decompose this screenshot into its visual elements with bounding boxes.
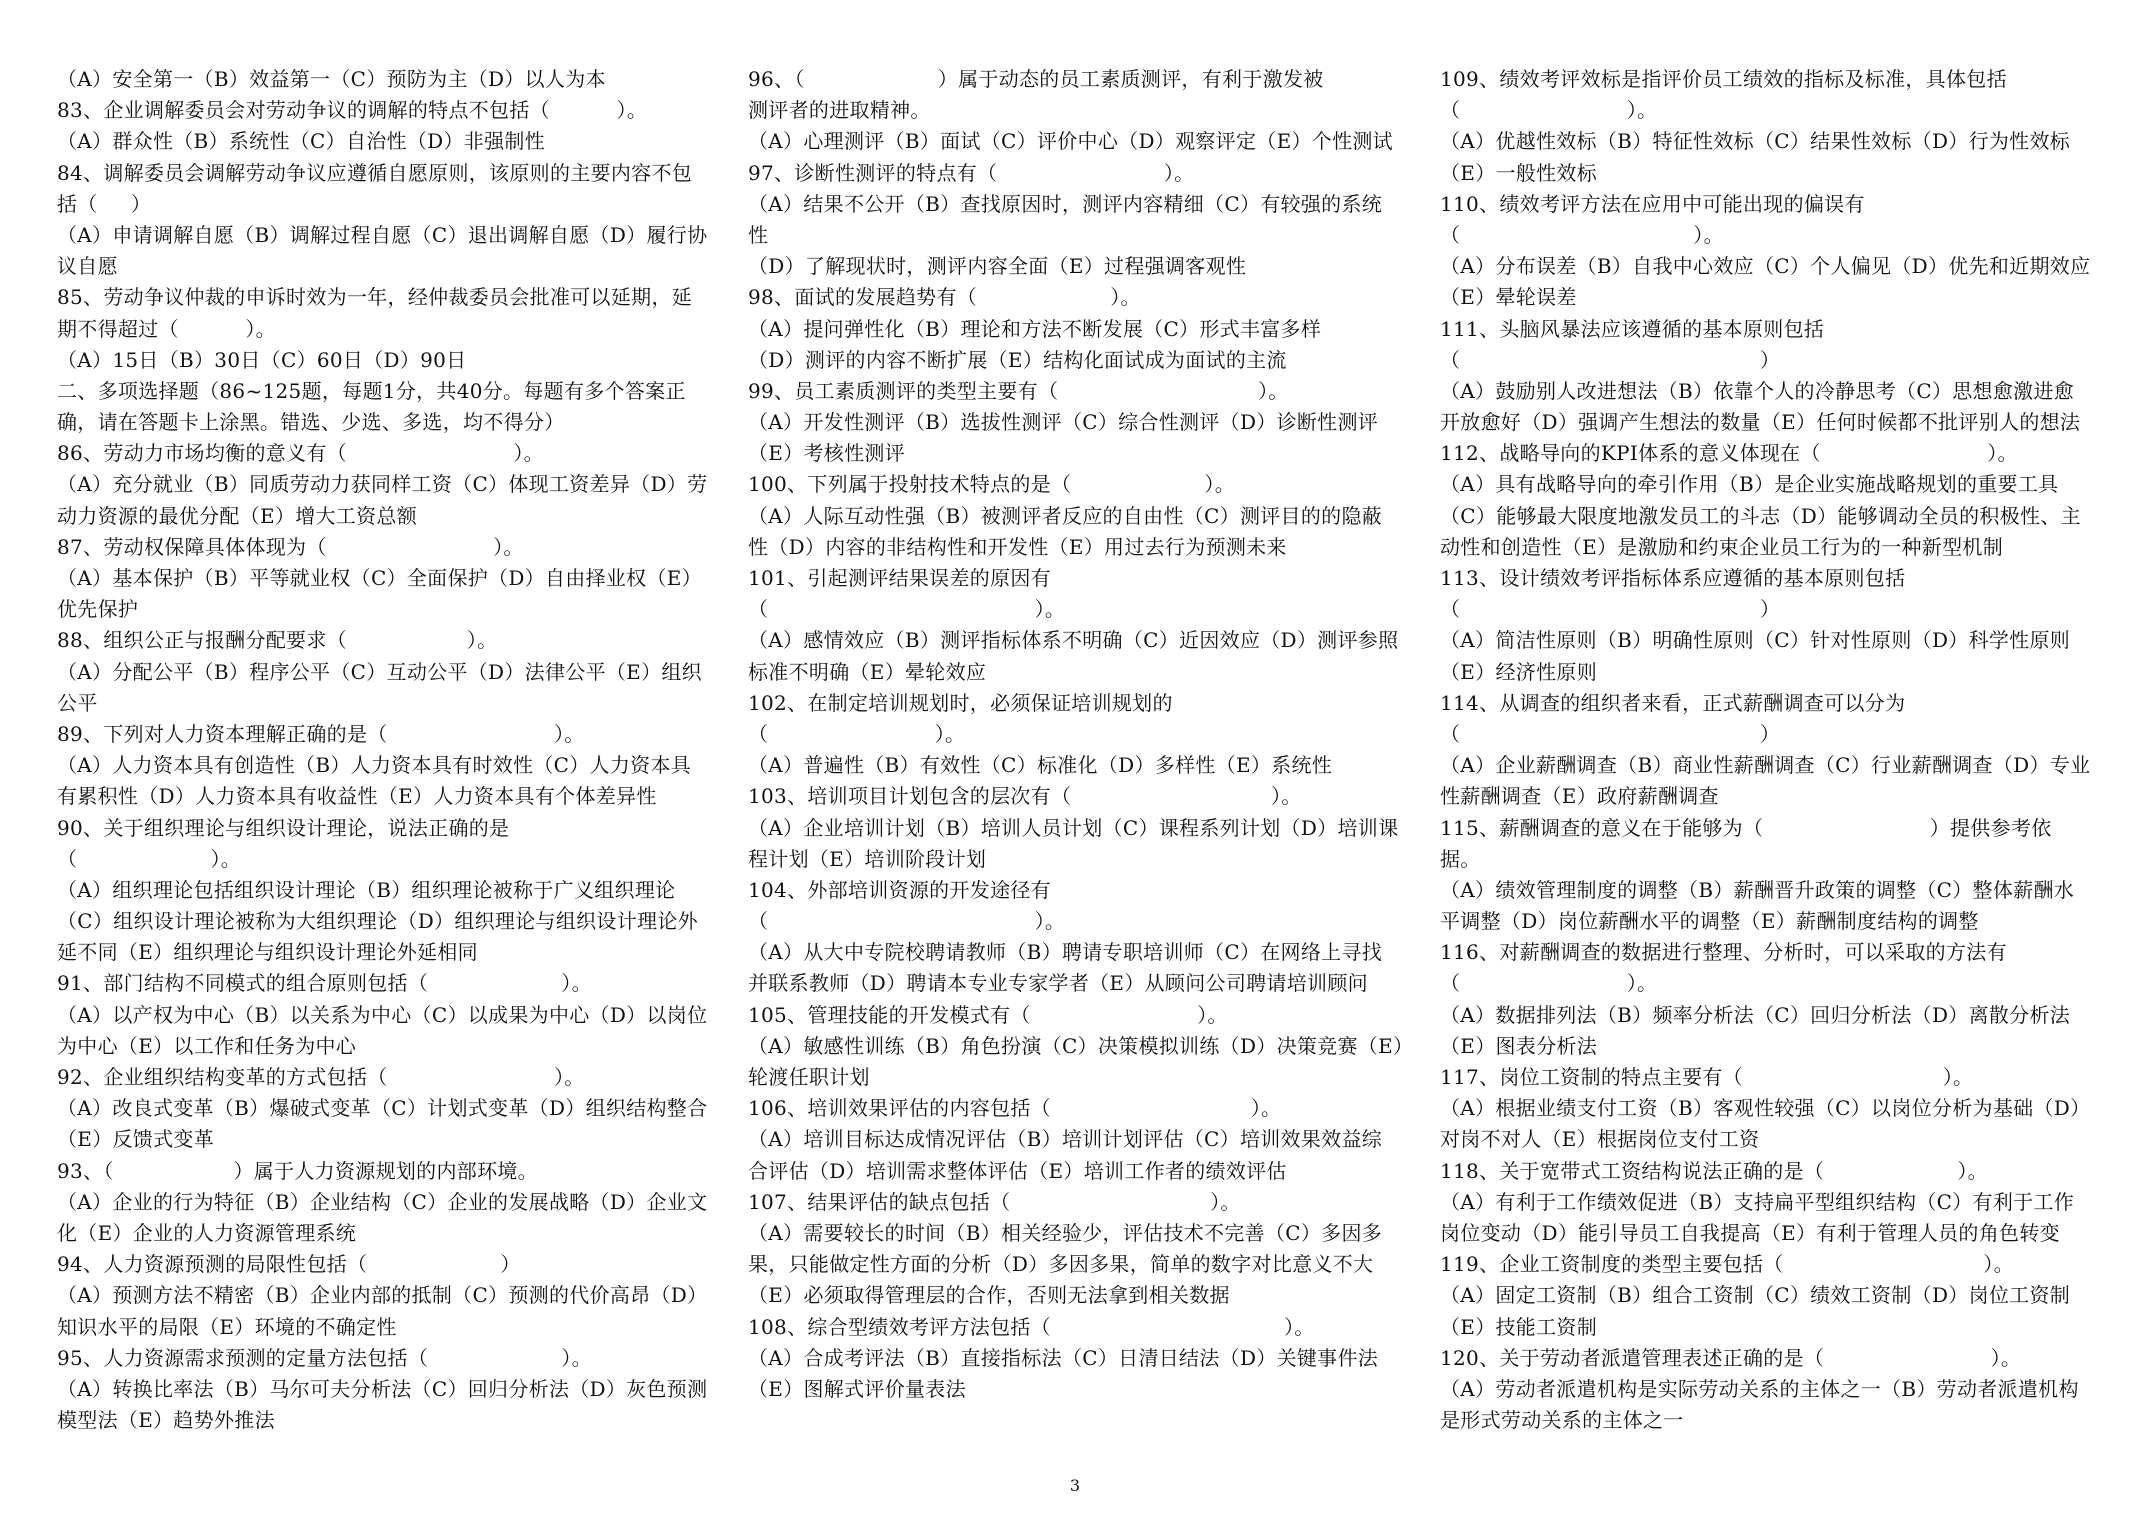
text-line: 性 — [748, 222, 769, 247]
text-line: （A）具有战略导向的牵引作用（B）是企业实施战略规划的重要工具 — [1440, 472, 2059, 497]
text-line: （C）组织设计理论被称为大组织理论（D）组织理论与组织设计理论外 — [57, 909, 698, 934]
text-line: （A）改良式变革（B）爆破式变革（C）计划式变革（D）组织结构整合 — [57, 1096, 708, 1121]
text-line: 90、关于组织理论与组织设计理论，说法正确的是 — [57, 815, 510, 840]
text-line: 模型法（E）趋势外推法 — [57, 1408, 275, 1433]
text-line: （A）分布误差（B）自我中心效应（C）个人偏见（D）优先和近期效应 — [1440, 254, 2091, 279]
text-line: 112、战略导向的KPI体系的意义体现在（ ）。 — [1440, 441, 2018, 466]
text-line: 公平 — [57, 690, 98, 715]
text-line: （A）群众性（B）系统性（C）自治性（D）非强制性 — [57, 129, 545, 154]
text-line: 99、员工素质测评的类型主要有（ ）。 — [748, 378, 1289, 403]
text-line: （A）需要较长的时间（B）相关经验少，评估技术不完善（C）多因多 — [748, 1220, 1383, 1245]
text-line: 91、部门结构不同模式的组合原则包括（ ）。 — [57, 971, 592, 996]
text-line: （A）转换比率法（B）马尔可夫分析法（C）回归分析法（D）灰色预测 — [57, 1376, 708, 1401]
text-line: （ ）。 — [1440, 222, 1724, 247]
text-line: （ ） — [1440, 347, 1781, 372]
text-line: （ ）。 — [57, 846, 242, 871]
text-line: 94、人力资源预测的局限性包括（ ） — [57, 1252, 521, 1277]
text-line: （ ）。 — [1440, 98, 1658, 123]
text-line: （E）经济性原则 — [1440, 659, 1597, 684]
text-line: 动性和创造性（E）是激励和约束企业员工行为的一种新型机制 — [1440, 534, 2003, 559]
text-line: 测评者的进取精神。 — [748, 98, 931, 123]
text-line: 知识水平的局限（E）环境的不确定性 — [57, 1314, 397, 1339]
text-line: 84、调解委员会调解劳动争议应遵循自愿原则，该原则的主要内容不包 — [57, 160, 693, 185]
text-line: 118、关于宽带式工资结构说法正确的是（ ）。 — [1440, 1158, 1988, 1183]
text-line: 期不得超过（ ）。 — [57, 316, 276, 341]
text-line: 优先保护 — [57, 597, 139, 622]
text-line: 111、头脑风暴法应该遵循的基本原则包括 — [1440, 316, 1825, 341]
text-line: 岗位变动（D）能引导员工自我提高（E）有利于管理人员的角色转变 — [1440, 1220, 2060, 1245]
text-line: （A）预测方法不精密（B）企业内部的抵制（C）预测的代价高昂（D） — [57, 1283, 708, 1308]
text-line: （A）简洁性原则（B）明确性原则（C）针对性原则（D）科学性原则 — [1440, 628, 2071, 653]
text-line: 据。 — [1440, 846, 1481, 871]
text-line: （ ）。 — [748, 721, 966, 746]
text-line: （A）敏感性训练（B）角色扮演（C）决策模拟训练（D）决策竞赛（E） — [748, 1033, 1414, 1058]
text-line: （A）劳动者派遣机构是实际劳动关系的主体之一（B）劳动者派遣机构 — [1440, 1376, 2079, 1401]
text-line: 85、劳动争议仲裁的申诉时效为一年，经仲裁委员会批准可以延期，延 — [57, 285, 693, 310]
text-line: （A）培训目标达成情况评估（B）培训计划评估（C）培训效果效益综 — [748, 1127, 1383, 1152]
text-line: 议自愿 — [57, 254, 118, 279]
page-number: 3 — [1069, 1476, 1081, 1495]
text-line: （A）结果不公开（B）查找原因时，测评内容精细（C）有较强的系统 — [748, 191, 1383, 216]
text-line: 105、管理技能的开发模式有（ ）。 — [748, 1002, 1228, 1027]
text-line: （A）有利于工作绩效促进（B）支持扁平型组织结构（C）有利于工作 — [1440, 1189, 2075, 1214]
text-line: 是形式劳动关系的主体之一 — [1440, 1408, 1684, 1433]
text-line: （ ） — [1440, 721, 1781, 746]
text-line: 88、组织公正与报酬分配要求（ ）。 — [57, 628, 498, 653]
text-line: 106、培训效果评估的内容包括（ ）。 — [748, 1096, 1282, 1121]
text-line: （E）图解式评价量表法 — [748, 1376, 966, 1401]
text-line: 合评估（D）培训需求整体评估（E）培训工作者的绩效评估 — [748, 1158, 1287, 1183]
text-line: 114、从调查的组织者来看，正式薪酬调查可以分为 — [1440, 690, 1906, 715]
text-line: （A）充分就业（B）同质劳动力获同样工资（C）体现工资差异（D）劳 — [57, 472, 708, 497]
text-line: （A）从大中专院校聘请教师（B）聘请专职培训师（C）在网络上寻找 — [748, 940, 1383, 965]
text-line: 108、综合型绩效考评方法包括（ ）。 — [748, 1314, 1315, 1339]
text-line: 95、人力资源需求预测的定量方法包括（ ）。 — [57, 1345, 592, 1370]
text-line: 平调整（D）岗位薪酬水平的调整（E）薪酬制度结构的调整 — [1440, 909, 1979, 934]
text-line: （E）晕轮误差 — [1440, 285, 1577, 310]
text-line: 括（ ） — [57, 191, 152, 216]
text-line: （E）图表分析法 — [1440, 1033, 1597, 1058]
text-line: （ ）。 — [748, 909, 1066, 934]
text-line: 性薪酬调查（E）政府薪酬调查 — [1440, 784, 1719, 809]
text-line: 性（D）内容的非结构性和开发性（E）用过去行为预测未来 — [748, 534, 1287, 559]
text-column-right — [1440, 64, 2120, 1436]
text-line: 化（E）企业的人力资源管理系统 — [57, 1220, 357, 1245]
text-line: （A）开发性测评（B）选拔性测评（C）综合性测评（D）诊断性测评 — [748, 410, 1379, 435]
text-line: 96、（ ）属于动态的员工素质测评，有利于激发被 — [748, 67, 1324, 91]
text-line: （E）考核性测评 — [748, 441, 905, 466]
text-line: 并联系教师（D）聘请本专业专家学者（E）从顾问公司聘请培训顾问 — [748, 971, 1368, 996]
text-line: 开放愈好（D）强调产生想法的数量（E）任何时候都不批评别人的想法 — [1440, 410, 2081, 435]
text-line: （A）心理测评（B）面试（C）评价中心（D）观察评定（E）个性测试 — [748, 129, 1393, 154]
text-line: 确，请在答题卡上涂黑。错选、少选、多选，均不得分） — [57, 410, 565, 435]
text-line: 86、劳动力市场均衡的意义有（ ）。 — [57, 441, 544, 466]
text-line: （ ）。 — [1440, 971, 1658, 996]
text-line: 93、（ ）属于人力资源规划的内部环境。 — [57, 1158, 538, 1183]
text-line: （A）人力资本具有创造性（B）人力资本具有时效性（C）人力资本具 — [57, 753, 692, 778]
text-line: 92、企业组织结构变革的方式包括（ ）。 — [57, 1065, 585, 1089]
text-line: （ ）。 — [748, 597, 1066, 622]
text-line: （A）数据排列法（B）频率分析法（C）回归分析法（D）离散分析法 — [1440, 1002, 2071, 1027]
text-line: 果，只能做定性方面的分析（D）多因多果，简单的数字对比意义不大 — [748, 1252, 1374, 1277]
text-line: 104、外部培训资源的开发途径有 — [748, 877, 1051, 902]
text-line: （A）以产权为中心（B）以关系为中心（C）以成果为中心（D）以岗位 — [57, 1002, 708, 1027]
text-line: 101、引起测评结果误差的原因有 — [748, 566, 1051, 590]
text-line: 102、在制定培训规划时，必须保证培训规划的 — [748, 690, 1173, 715]
text-line: （A）申请调解自愿（B）调解过程自愿（C）退出调解自愿（D）履行协 — [57, 222, 708, 247]
text-line: （A）鼓励别人改进想法（B）依靠个人的冷静思考（C）思想愈激进愈 — [1440, 378, 2075, 403]
text-line: 轮渡任职计划 — [748, 1065, 870, 1089]
text-line: 98、面试的发展趋势有（ ）。 — [748, 285, 1141, 310]
text-line: 97、诊断性测评的特点有（ ）。 — [748, 160, 1195, 185]
text-line: 标准不明确（E）晕轮效应 — [748, 659, 987, 684]
text-line: （A）合成考评法（B）直接指标法（C）日清日结法（D）关键事件法 — [748, 1345, 1379, 1370]
text-line: （E）一般性效标 — [1440, 160, 1597, 185]
text-line: 120、关于劳动者派遣管理表述正确的是（ ）。 — [1440, 1345, 2022, 1370]
text-line: 107、结果评估的缺点包括（ ）。 — [748, 1189, 1241, 1214]
text-line: 89、下列对人力资本理解正确的是（ ）。 — [57, 721, 585, 746]
text-line: （E）技能工资制 — [1440, 1314, 1597, 1339]
text-line: 103、培训项目计划包含的层次有（ ）。 — [748, 784, 1302, 809]
text-line: （C）能够最大限度地激发员工的斗志（D）能够调动全员的积极性、主 — [1440, 503, 2081, 528]
text-line: 110、绩效考评方法在应用中可能出现的偏误有 — [1440, 191, 1865, 216]
text-line: 83、企业调解委员会对劳动争议的调解的特点不包括（ ）。 — [57, 98, 648, 123]
text-line: （A）固定工资制（B）组合工资制（C）绩效工资制（D）岗位工资制 — [1440, 1283, 2071, 1308]
text-line: 为中心（E）以工作和任务为中心 — [57, 1033, 357, 1058]
text-line: 116、对薪酬调查的数据进行整理、分析时，可以采取的方法有 — [1440, 940, 2007, 965]
text-line: （E）反馈式变革 — [57, 1127, 214, 1152]
text-column-middle — [748, 64, 1438, 1405]
text-line: （A）绩效管理制度的调整（B）薪酬晋升政策的调整（C）整体薪酬水 — [1440, 877, 2075, 902]
text-line: （A）组织理论包括组织设计理论（B）组织理论被称于广义组织理论 — [57, 877, 676, 902]
text-line: （A）提问弹性化（B）理论和方法不断发展（C）形式丰富多样 — [748, 316, 1322, 341]
text-line: 程计划（E）培训阶段计划 — [748, 846, 987, 871]
text-line: （A）分配公平（B）程序公平（C）互动公平（D）法律公平（E）组织 — [57, 659, 702, 684]
text-line: 延不同（E）组织理论与组织设计理论外延相同 — [57, 940, 478, 965]
text-line: 100、下列属于投射技术特点的是（ ）。 — [748, 472, 1236, 497]
text-column-left — [57, 64, 747, 1436]
text-line: 119、企业工资制度的类型主要包括（ ）。 — [1440, 1252, 2014, 1277]
text-line: 对岗不对人（E）根据岗位支付工资 — [1440, 1127, 1760, 1152]
text-line: （ ） — [1440, 597, 1781, 622]
text-line: （A）感情效应（B）测评指标体系不明确（C）近因效应（D）测评参照 — [748, 628, 1399, 653]
text-line: 87、劳动权保障具体体现为（ ）。 — [57, 534, 524, 559]
text-line: （E）必须取得管理层的合作，否则无法拿到相关数据 — [748, 1283, 1230, 1308]
text-line: （A）企业培训计划（B）培训人员计划（C）课程系列计划（D）培训课 — [748, 815, 1399, 840]
text-line: （A）优越性效标（B）特征性效标（C）结果性效标（D）行为性效标 — [1440, 129, 2071, 154]
text-line: （A）15日（B）30日（C）60日（D）90日 — [57, 347, 467, 372]
text-line: 有累积性（D）人力资本具有收益性（E）人力资本具有个体差异性 — [57, 784, 657, 809]
text-line: （A）根据业绩支付工资（B）客观性较强（C）以岗位分析为基础（D） — [1440, 1096, 2091, 1121]
text-line: （A）企业的行为特征（B）企业结构（C）企业的发展战略（D）企业文 — [57, 1189, 708, 1214]
text-line: 动力资源的最优分配（E）增大工资总额 — [57, 503, 417, 528]
text-line: （A）人际互动性强（B）被测评者反应的自由性（C）测评目的的隐蔽 — [748, 503, 1383, 528]
text-line: （A）安全第一（B）效益第一（C）预防为主（D）以人为本 — [57, 67, 606, 91]
text-line: 二、多项选择题（86~125题，每题1分，共40分。每题有多个答案正 — [57, 378, 686, 403]
text-line: （A）企业薪酬调查（B）商业性薪酬调查（C）行业薪酬调查（D）专业 — [1440, 753, 2091, 778]
text-line: （A）基本保护（B）平等就业权（C）全面保护（D）自由择业权（E） — [57, 566, 702, 590]
text-line: （D）了解现状时，测评内容全面（E）过程强调客观性 — [748, 254, 1247, 279]
text-line: 113、设计绩效考评指标体系应遵循的基本原则包括 — [1440, 566, 1906, 590]
text-line: 115、薪酬调查的意义在于能够为（ ）提供参考依 — [1440, 815, 2052, 840]
text-line: （D）测评的内容不断扩展（E）结构化面试成为面试的主流 — [748, 347, 1287, 372]
text-line: 117、岗位工资制的特点主要有（ ）。 — [1440, 1065, 1974, 1089]
text-line: （A）普遍性（B）有效性（C）标准化（D）多样性（E）系统性 — [748, 753, 1333, 778]
text-line: 109、绩效考评效标是指评价员工绩效的指标及标准，具体包括 — [1440, 67, 2007, 91]
